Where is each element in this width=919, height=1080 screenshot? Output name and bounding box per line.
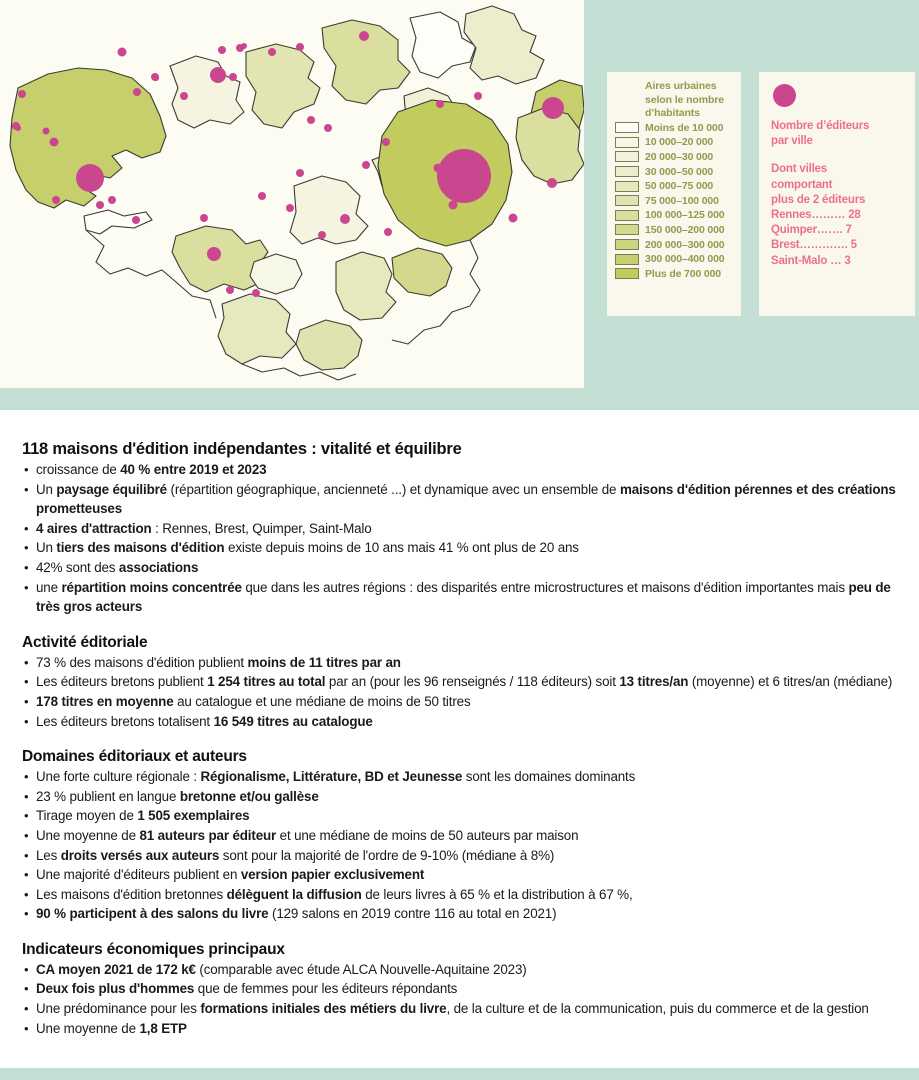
bullet-text: (comparable avec étude ALCA Nouvelle-Aquitaine 2023) — [195, 961, 527, 977]
editor-dot — [210, 67, 226, 83]
editor-dot — [153, 75, 159, 81]
bullet-item — [22, 904, 897, 924]
bullet-emphasis: 178 titres en moyenne — [36, 693, 174, 709]
bullet-emphasis: délèguent la diffusion — [226, 886, 362, 902]
editor-dot — [359, 31, 369, 41]
bullet-emphasis: 1 505 exemplaires — [137, 808, 250, 824]
legend-urban-row — [615, 121, 733, 136]
legend-urban-row — [615, 164, 733, 179]
editor-count-dot-icon — [773, 84, 796, 107]
editor-dot — [474, 92, 482, 100]
editor-dot — [133, 88, 141, 96]
section-spacer — [22, 617, 897, 634]
editor-dot — [132, 216, 140, 224]
bullet-text: une — [36, 579, 62, 595]
editor-dot — [96, 201, 104, 209]
bullet-emphasis: paysage équilibré — [56, 481, 167, 497]
editor-dot — [268, 48, 276, 56]
editor-dot — [307, 116, 315, 124]
bullet-item — [22, 846, 897, 866]
legend-swatch — [615, 166, 639, 177]
bullet-text: 23 % publient en langue — [36, 788, 180, 804]
bullet-emphasis: 16 549 titres au catalogue — [213, 713, 373, 729]
section-spacer — [22, 924, 897, 941]
bullet-item — [22, 692, 897, 712]
bullet-emphasis: bretonne et/ou gallèse — [179, 788, 319, 804]
editor-dot — [229, 73, 237, 81]
editor-dot — [43, 128, 50, 135]
bullet-text: Tirage moyen de — [36, 808, 138, 824]
section-heading: 118 maisons d'édition indépendantes : vitalité et équilibre — [22, 440, 462, 458]
editor-dot — [180, 92, 188, 100]
editor-dot-brest — [76, 164, 104, 192]
map-band — [0, 0, 919, 410]
bullet-emphasis: 90 % participent à des salons du livre — [36, 906, 269, 922]
bretagne-map[interactable] — [0, 0, 584, 388]
bullet-text: Un — [36, 540, 57, 556]
bullet-emphasis: tiers des maisons d'édition — [56, 540, 225, 556]
legend-swatch — [615, 122, 639, 133]
bullet-emphasis: 4 aires d'attraction — [36, 520, 152, 536]
legend-urban-label: 30 000–50 000 — [645, 165, 714, 178]
legend-swatch — [615, 137, 639, 148]
legend-urban-label: 100 000–125 000 — [645, 209, 725, 222]
bullet-item — [22, 578, 897, 617]
editor-dot — [468, 151, 477, 160]
editor-dot — [252, 289, 260, 297]
legend-city-row: Saint-Malo … 3 — [771, 254, 851, 267]
editor-dot — [324, 124, 332, 132]
bullet-item — [22, 999, 897, 1019]
legend-urban-areas — [607, 72, 741, 316]
legend-urban-row — [615, 223, 733, 238]
editor-dot — [547, 178, 557, 188]
legend-urban-title — [645, 80, 733, 121]
legend-editors-caption-line-2: par ville — [771, 135, 813, 148]
legend-swatch — [615, 195, 639, 206]
legend-urban-row — [615, 135, 733, 150]
legend-urban-title-line-1: Aires urbaines — [645, 80, 717, 92]
legend-city-row: Rennes……… 28 — [771, 209, 861, 222]
bullet-text: Une moyenne de — [36, 1020, 140, 1036]
legend-city-row: Quimper……. 7 — [771, 224, 852, 237]
legend-urban-label: 10 000–20 000 — [645, 136, 714, 149]
editor-dot — [296, 43, 304, 51]
bullet-emphasis: peu de très gros acteurs — [36, 579, 891, 615]
editor-dot — [15, 125, 21, 131]
bullet-text: Les — [36, 847, 61, 863]
section-bullet-list — [22, 960, 897, 1038]
legend-urban-row — [615, 150, 733, 165]
bullet-item — [22, 826, 897, 846]
legend-swatch — [615, 181, 639, 192]
legend-editors-city-list — [771, 208, 905, 269]
summary-sheet — [0, 410, 919, 1070]
bullet-text: que dans les autres régions : des disparités entre microstructures et maisons d'édition importantes mais — [241, 579, 849, 595]
bullet-text: que de femmes pour les éditeurs répondants — [194, 981, 458, 997]
bullet-emphasis: associations — [118, 559, 199, 575]
editor-dot — [286, 204, 294, 212]
bullet-emphasis: droits versés aux auteurs — [60, 847, 220, 863]
bullet-emphasis: 13 titres/an — [619, 674, 689, 690]
legend-urban-row — [615, 208, 733, 223]
section-bullet-list — [22, 653, 897, 731]
legend-urban-row — [615, 237, 733, 252]
bullet-text: (moyenne) et 6 titres/an (médiane) — [688, 674, 893, 690]
editor-dot — [296, 169, 304, 177]
bullet-text: sont les domaines dominants — [462, 769, 636, 785]
editor-dot — [226, 286, 234, 294]
bullet-emphasis: Régionalisme, Littérature, BD et Jeunesse — [200, 769, 463, 785]
bullet-item — [22, 653, 897, 673]
bullet-item — [22, 712, 897, 732]
bullet-item — [22, 865, 897, 885]
legend-editors-subtitle-line-3: plus de 2 éditeurs — [771, 193, 866, 206]
editor-dot — [434, 164, 443, 173]
bullet-emphasis: formations initiales des métiers du livre — [200, 1001, 447, 1017]
legend-urban-title-line-3: d’habitants — [645, 107, 700, 119]
bullet-item — [22, 558, 897, 578]
bullet-item — [22, 480, 897, 519]
legend-editors-caption — [771, 119, 905, 149]
legend-swatch — [615, 254, 639, 265]
bullet-text: Les éditeurs bretons totalisent — [36, 713, 214, 729]
legend-city-row: Brest…………. 5 — [771, 239, 857, 252]
bullet-text: 42% sont des — [36, 559, 119, 575]
editor-dot — [18, 90, 26, 98]
bullet-emphasis: Deux fois plus d'hommes — [36, 981, 195, 997]
bullet-text: par an (pour les 96 renseignés / 118 éditeurs) soit — [325, 674, 620, 690]
editor-dot — [382, 138, 390, 146]
bullet-item — [22, 960, 897, 980]
bullet-item — [22, 767, 897, 787]
section-spacer — [22, 731, 897, 748]
editor-dot — [258, 192, 266, 200]
bullet-item — [22, 787, 897, 807]
legend-urban-rows — [615, 121, 733, 282]
legend-editors-caption-line-1: Nombre d’éditeurs — [771, 120, 870, 132]
bullet-item — [22, 460, 897, 480]
bullet-text: Les maisons d'édition bretonnes — [36, 886, 227, 902]
bullet-text: existe depuis moins de 10 ans mais 41 % ont plus de 20 ans — [224, 540, 579, 556]
legend-swatch — [615, 224, 639, 235]
editor-dot — [340, 214, 350, 224]
section-bullet-list — [22, 460, 897, 617]
bullet-text: Une majorité d'éditeurs publient en — [36, 867, 241, 883]
bullet-text: croissance de — [36, 462, 121, 477]
map-panel[interactable] — [0, 0, 584, 388]
bullet-text: et une médiane de moins de 50 auteurs par maison — [276, 827, 579, 843]
editor-dot-saintmalo — [542, 97, 564, 119]
legend-urban-row — [615, 193, 733, 208]
editor-dot — [218, 46, 226, 54]
bullet-text: (répartition géographique, ancienneté ...) et dynamique avec un ensemble de — [166, 481, 620, 497]
bullet-text: (129 salons en 2019 contre 116 au total en 2021) — [268, 906, 557, 922]
legend-urban-row — [615, 179, 733, 194]
bullet-text: au catalogue et une médiane de moins de 50 titres — [173, 693, 471, 709]
bullet-emphasis: maisons d'édition pérennes et des créations prometteuses — [36, 481, 896, 517]
bullet-emphasis: moins de 11 titres par an — [247, 654, 401, 670]
bullet-text: de leurs livres à 65 % et la distribution à 67 %, — [361, 886, 633, 902]
legend-urban-row — [615, 266, 733, 281]
bullet-item — [22, 806, 897, 826]
bullet-emphasis: version papier exclusivement — [240, 867, 425, 883]
editor-dot — [318, 231, 326, 239]
editor-dot-quimper — [207, 247, 221, 261]
legend-swatch — [615, 210, 639, 221]
bullet-item — [22, 672, 897, 692]
editor-dot — [241, 43, 247, 49]
legend-editors-subtitle-line-2: comportant — [771, 178, 833, 191]
editor-dot — [362, 161, 370, 169]
legend-urban-row — [615, 252, 733, 267]
bullet-text: Les éditeurs bretons publient — [36, 674, 208, 690]
bullet-text: , de la culture et de la communication, puis du commerce et de la gestion — [446, 1001, 869, 1017]
legend-swatch — [615, 151, 639, 162]
bullet-text: Une moyenne de — [36, 827, 140, 843]
editor-dot — [449, 201, 458, 210]
legend-editors-subtitle — [771, 162, 905, 208]
legend-editors — [759, 72, 915, 316]
legend-urban-label: Moins de 10 000 — [645, 121, 724, 134]
bullet-item — [22, 885, 897, 905]
legend-editors-subtitle-line-1: Dont villes — [771, 163, 827, 176]
legend-urban-label: 150 000–200 000 — [645, 223, 725, 236]
bullet-item — [22, 1019, 897, 1039]
legend-urban-label: 50 000–75 000 — [645, 180, 714, 193]
editor-dot — [509, 214, 518, 223]
editor-dot — [200, 214, 208, 222]
editor-dot — [384, 228, 392, 236]
section-heading: Activité éditoriale — [22, 633, 148, 651]
bullet-item — [22, 519, 897, 539]
bullet-text: sont pour la majorité de l'ordre de 9-10% (médiane à 8%) — [219, 847, 555, 863]
sections-container — [22, 440, 897, 1038]
legend-urban-label: 20 000–30 000 — [645, 150, 714, 163]
bullet-text: Un — [36, 481, 57, 497]
legend-spacer — [771, 149, 905, 162]
bullet-text: Une prédominance pour les — [36, 1001, 201, 1017]
legend-swatch — [615, 268, 639, 279]
bullet-emphasis: 1 254 titres au total — [207, 674, 326, 690]
legend-urban-label: 300 000–400 000 — [645, 253, 725, 266]
legend-urban-title-line-2: selon le nombre — [645, 93, 725, 106]
bullet-emphasis: 81 auteurs par éditeur — [139, 827, 277, 843]
editor-dot — [50, 138, 59, 147]
bullet-text: : Rennes, Brest, Quimper, Saint-Malo — [151, 520, 372, 536]
editor-dot — [436, 100, 444, 108]
editor-dot-rennes — [437, 149, 491, 203]
legend-swatch — [615, 239, 639, 250]
legend-urban-label: 75 000–100 000 — [645, 194, 719, 207]
legend-urban-label: 200 000–300 000 — [645, 238, 725, 251]
bullet-text: 73 % des maisons d'édition publient — [36, 654, 248, 670]
bullet-text: Une forte culture régionale : — [36, 769, 201, 785]
bullet-emphasis: 40 % entre 2019 et 2023 — [120, 462, 267, 477]
editor-dot — [108, 196, 116, 204]
bullet-emphasis: CA moyen 2021 de 172 k€ — [36, 961, 196, 977]
section-heading: Domaines éditoriaux et auteurs — [22, 748, 247, 766]
section-heading: Indicateurs économiques principaux — [22, 940, 285, 958]
section-bullet-list — [22, 767, 897, 924]
editor-dot — [118, 48, 127, 57]
bullet-emphasis: 1,8 ETP — [139, 1020, 187, 1036]
legend-urban-label: Plus de 700 000 — [645, 267, 721, 280]
bullet-item — [22, 538, 897, 558]
bullet-emphasis: répartition moins concentrée — [61, 579, 242, 595]
editor-dot — [52, 196, 60, 204]
bullet-item — [22, 979, 897, 999]
